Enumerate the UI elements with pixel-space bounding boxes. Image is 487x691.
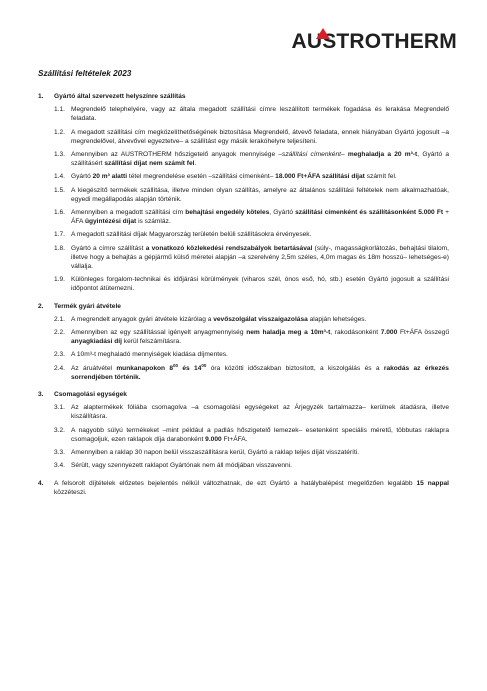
text-run: Sérült, vagy szennyezett raklapot Gyártónak nem áll módjában visszavenni.: [71, 462, 293, 470]
list-item: [54, 426, 449, 444]
item-text: [71, 364, 449, 382]
document-title: Szállítási feltételek 2023: [38, 69, 132, 78]
text-run: –: [340, 151, 348, 159]
text-run: a vonatkozó közlekedési rendszabályok betartásával: [145, 244, 313, 252]
item-text: [71, 448, 449, 457]
text-run: anyagkiadási díj: [71, 338, 122, 346]
section-number: 2.: [38, 302, 44, 310]
logo-text: AUSTROTHERM: [291, 30, 457, 53]
text-run: Amennyiben az egy szállítással igényelt anyagmennyiség: [71, 329, 247, 337]
item-number: 1.5.: [54, 186, 65, 194]
item-number: 2.4.: [54, 364, 65, 372]
logo-triangle-icon: [316, 28, 330, 39]
item-text: [71, 461, 449, 470]
text-run: 18.000 Ft+ÁFA szállítási díjat: [275, 173, 365, 181]
item-text: [71, 128, 449, 146]
item-number: 1.2.: [54, 128, 65, 136]
text-run: meghaladja a 20 m³-t: [347, 151, 418, 159]
item-number: 1.4.: [54, 173, 65, 181]
section-number: 3.: [38, 391, 44, 399]
item-text: [71, 230, 449, 239]
text-run: 20 m³ alatti: [92, 173, 128, 181]
section-number: 4.: [38, 479, 44, 487]
item-text: [71, 150, 449, 168]
list-item: [54, 275, 449, 293]
item-number: 3.2.: [54, 426, 65, 434]
text-run: A 10m³-t meghaladó mennyiségek kiadása díjmentes.: [71, 351, 228, 359]
item-text: [71, 208, 449, 226]
list-item: [54, 461, 449, 470]
item-number: 2.2.: [54, 329, 65, 337]
text-run: 15 nappal: [416, 479, 449, 487]
text-run: és 14: [178, 364, 202, 372]
section-heading: [38, 92, 449, 101]
list-item: [54, 350, 449, 359]
list-item: [54, 315, 449, 324]
text-run: + ÁFA: [71, 209, 449, 226]
text-run: nem haladja meg a 10m³-t: [246, 329, 331, 337]
text-run: Különleges forgalom-technikai és időjárási körülmények (viharos szél, ónos eső, hó, stb.) esetén Gyártó jogosult a szállítási időpontot átütemezni.: [71, 276, 449, 293]
item-number: 1.1.: [54, 106, 65, 114]
text-run: Megrendelő telephelyére, vagy az általa megadott szállítási címre leszállított termékek fogadása és lerakása Megrendelő feladata.: [71, 106, 449, 123]
section-title: Gyártó által szervezett helyszínre szállítás: [54, 93, 186, 100]
text-run: , Gyártó: [269, 209, 296, 217]
text-run: Gyártó a címre szállítást: [71, 244, 146, 252]
item-number: 1.3.: [54, 151, 65, 159]
text-run: 7.000: [380, 329, 398, 337]
text-run: 00: [173, 362, 179, 368]
item-text: [71, 186, 449, 204]
text-run: számít fel.: [364, 173, 397, 181]
text-run: is számláz.: [136, 218, 171, 226]
list-item: [54, 403, 449, 421]
text-run: vevőszolgálat visszaigazolása: [213, 315, 308, 323]
section-heading: [38, 302, 449, 311]
text-run: A megrendelt anyagok gyári átvétele kizárólag a: [71, 315, 214, 323]
closing-text: [54, 479, 449, 497]
item-text: [71, 244, 449, 272]
text-run: Amennyiben a raklap 30 napon belül visszaszállításra kerül, Gyártó a raklap teljes díját visszatéríti.: [71, 449, 360, 457]
list-item: [54, 208, 449, 226]
item-number: 3.3.: [54, 449, 65, 457]
item-number: 1.6.: [54, 209, 65, 217]
text-run: 00: [201, 362, 207, 368]
text-run: ügyintézési díjat: [84, 218, 137, 226]
item-number: 1.9.: [54, 276, 65, 284]
text-run: Amennyiben a megadott szállítási cím: [71, 209, 186, 217]
list-item: [54, 105, 449, 123]
text-run: rakodás az érkezés sorrendjében történik.: [71, 364, 449, 381]
list-item: [54, 230, 449, 239]
list-item: [54, 172, 449, 181]
item-text: [71, 275, 449, 293]
list-item: [54, 128, 449, 146]
text-run: óra közötti időszakban biztosított, a kiszolgálás és a: [206, 364, 384, 372]
item-number: 1.7.: [54, 231, 65, 239]
item-text: [71, 350, 449, 359]
list-item: [54, 244, 449, 272]
item-text: [71, 315, 449, 324]
text-run: A megadott szállítási díjak Magyarország területén belüli szállításokra érvényesek.: [71, 231, 312, 239]
item-text: [71, 328, 449, 346]
text-run: , rakodásonként: [330, 329, 381, 337]
text-run: közzéteszi.: [54, 488, 87, 496]
text-run: Az alaptermékek fóliába csomagolva –a csomagolási egységeket az Árjegyzék tartalmazza– kerülnek átadásra, illetve kiszállításra.: [71, 404, 449, 421]
closing-paragraph: [38, 479, 449, 497]
text-run: 9.000: [205, 435, 222, 443]
list-item: [54, 328, 449, 346]
text-run: A kiegészítő termékek szállítása, illetve minden olyan szállítás, amelyre az általános szállítási feltételek nem alkalmazhatóak, egyedi megállapodás alapján történik.: [71, 186, 449, 203]
section-number: 1.: [38, 93, 44, 100]
text-run: A nagyobb súlyú termékeket –mint például a padlás hőszigetelő lemezek– esetenként speciális méretű, többutas raklapra csomagoljuk, ezen raklapok díja darabonként: [71, 426, 449, 443]
text-run: , Gyártó a szállításért: [71, 151, 449, 168]
item-number: 3.4.: [54, 462, 65, 470]
text-run: szállítási címenként és szállításonként 5.000 Ft: [295, 209, 444, 217]
text-run: szállítási díjat nem számít fel: [104, 160, 195, 168]
text-run: A felsorolt díjtételek előzetes bejelentés nélkül változhatnak, de ezt Gyártó a hatálybalépést megelőzően legalább: [54, 479, 417, 487]
item-text: [71, 105, 449, 123]
list-item: [54, 186, 449, 204]
list-item: [54, 150, 449, 168]
item-number: 3.1.: [54, 404, 65, 412]
item-number: 2.3.: [54, 351, 65, 359]
item-text: [71, 172, 449, 181]
text-run: behajtási engedély köteles: [185, 209, 270, 217]
text-run: szállítási címenként: [282, 151, 341, 159]
section-heading: [38, 390, 449, 399]
item-number: 1.8.: [54, 244, 65, 252]
text-run: Gyártó: [71, 173, 93, 181]
text-run: tétel megrendelése esetén –szállítási címenként–: [127, 173, 276, 181]
text-run: munkanapokon 8: [116, 364, 174, 372]
section-title: Csomagolási egységek: [54, 391, 127, 399]
section-title: Termék gyári átvétele: [54, 302, 121, 310]
item-text: [71, 403, 449, 421]
text-run: (súly-, magasságkorlátozás, behajtási tilalom, illetve hogy a behajtás a gépjármű külső méretei alapján –a szerelvény 2,5m széles, 4,0m magas és 18m hosszú– lehetséges-e) vállalja.: [71, 244, 449, 271]
item-text: [71, 426, 449, 444]
text-run: Ft+ÁFA összegű: [397, 329, 449, 337]
text-run: Ft+ÁFA.: [221, 435, 248, 443]
text-run: kerül felszámításra.: [121, 338, 181, 346]
list-item: [54, 448, 449, 457]
document-body: [38, 92, 449, 497]
text-run: A megadott szállítási cím megközelíthetőségének biztosítása Megrendelő, átvevő feladata, ennek hiányában Gyártó jogosult –a megrendelővel, átvevővel egyeztetve– a szállítást egy másik lerakóhelyre teljesíteni.: [71, 128, 449, 145]
text-run: .: [194, 160, 197, 168]
text-run: Amennyiben az AUSTROTHERM hőszigetelő anyagok mennyisége –: [71, 151, 283, 159]
item-number: 2.1.: [54, 315, 65, 323]
text-run: Az áruátvétel: [71, 364, 117, 372]
text-run: alapján lehetséges.: [307, 315, 367, 323]
list-item: [54, 364, 449, 382]
